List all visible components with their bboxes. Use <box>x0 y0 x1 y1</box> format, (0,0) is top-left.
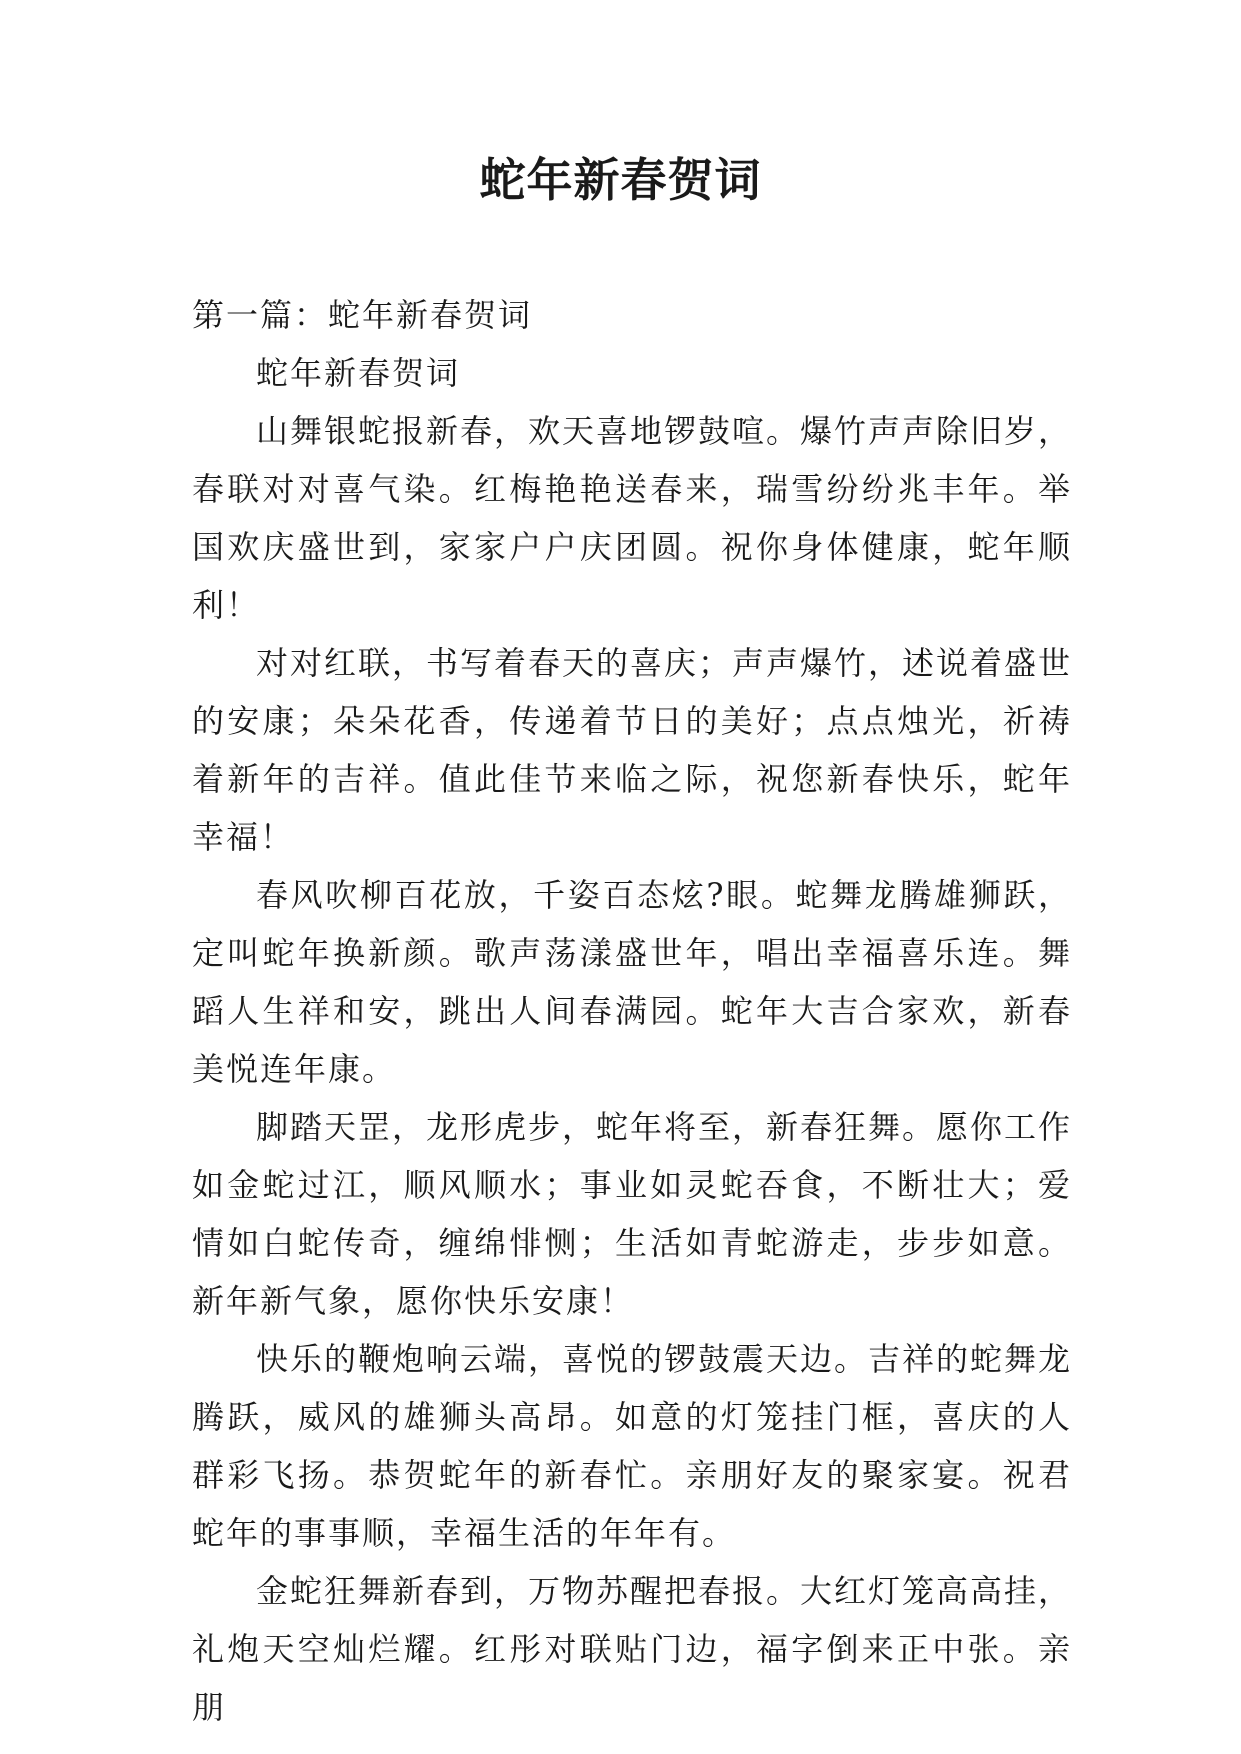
paragraph-3: 春风吹柳百花放，千姿百态炫?眼。蛇舞龙腾雄狮跃，定叫蛇年换新颜。歌声荡漾盛世年，唱出幸福喜乐连。舞蹈人生祥和安，跳出人间春满园。蛇年大吉合家欢，新春美悦连年康。 <box>192 876 1072 1088</box>
section-heading: 第一篇：蛇年新春贺词 <box>192 296 533 334</box>
paragraph-4: 脚踏天罡，龙形虎步，蛇年将至，新春狂舞。愿你工作如金蛇过江，顺风顺水；事业如灵蛇吞食，不断壮大；爱情如白蛇传奇，缠绵悱恻；生活如青蛇游走，步步如意。新年新气象，愿你快乐安康！ <box>192 1108 1073 1320</box>
paragraph-1: 山舞银蛇报新春，欢天喜地锣鼓喧。爆竹声声除旧岁，春联对对喜气染。红梅艳艳送春来，瑞雪纷纷兆丰年。举国欢庆盛世到，家家户户庆团圆。祝你身体健康，蛇年顺利！ <box>192 412 1073 624</box>
document-title: 蛇年新春贺词 <box>479 153 762 207</box>
paragraph-5: 快乐的鞭炮响云端，喜悦的锣鼓震天边。吉祥的蛇舞龙腾跃，威风的雄狮头高昂。如意的灯笼挂门框，喜庆的人群彩飞扬。恭贺蛇年的新春忙。亲朋好友的聚家宴。祝君蛇年的事事顺，幸福生活的年年有。 <box>192 1340 1073 1552</box>
paragraph-2: 对对红联，书写着春天的喜庆；声声爆竹，述说着盛世的安康；朵朵花香，传递着节日的美好；点点烛光，祈祷着新年的吉祥。值此佳节来临之际，祝您新春快乐，蛇年幸福！ <box>192 644 1073 856</box>
section-subtitle: 蛇年新春贺词 <box>256 354 461 392</box>
paragraph-6: 金蛇狂舞新春到，万物苏醒把春报。大红灯笼高高挂，礼炮天空灿烂耀。红彤对联贴门边，福字倒来正中张。亲朋 <box>192 1572 1073 1726</box>
document-body <box>192 286 1072 1736</box>
